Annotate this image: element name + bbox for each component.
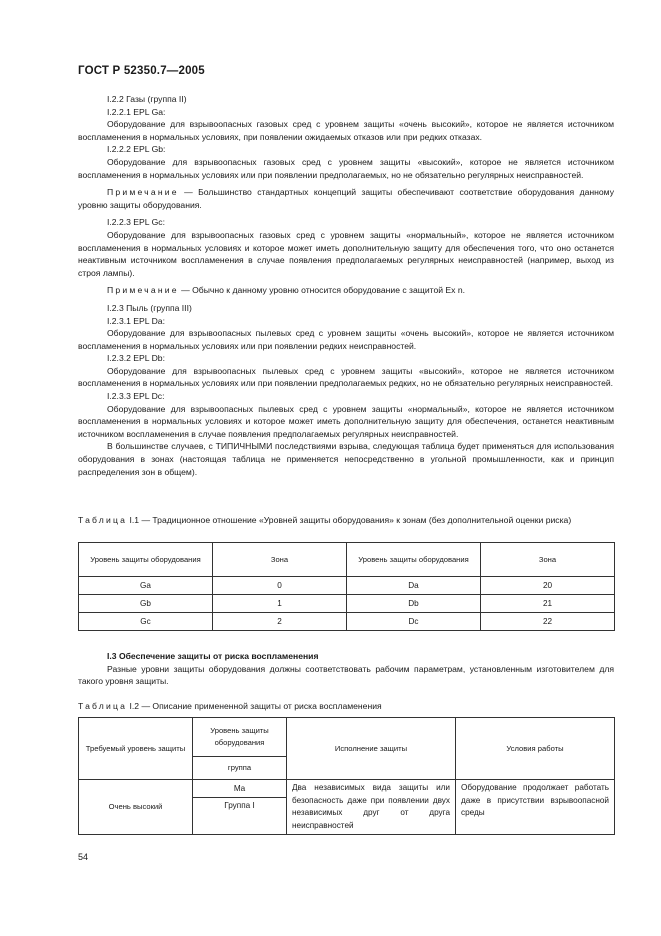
section-1-3-text: Разные уровни защиты оборудования должны соответствовать рабочим параметрам, установленным изготовителем для такого уровня защиты. bbox=[78, 663, 614, 687]
table2-cell-group: Группа I bbox=[193, 798, 287, 835]
table2-header-conditions: Условия работы bbox=[456, 718, 615, 780]
table2-header-group: группа bbox=[193, 757, 287, 780]
table2-cell-conditions: Оборудование продолжает работать даже в присутствии взрывоопасной среды bbox=[456, 780, 615, 835]
subsection-dc: I.2.3.3 EPL Dc: bbox=[107, 391, 165, 402]
table-row bbox=[79, 613, 615, 631]
table1-caption-text: I.1 — Традиционное отношение «Уровней защиты оборудования» к зонам (без дополнительной оценки риска) bbox=[127, 515, 572, 525]
paragraph-gb: Оборудование для взрывоопасных газовых сред с уровнем защиты «высокий», которое не является источником воспламенения в нормальных условиях или при появлении предполагаемых, но не обязательно регулярных неисправностей. bbox=[78, 156, 614, 180]
subsection-db: I.2.3.2 EPL Db: bbox=[107, 353, 165, 364]
table-cell: Dc bbox=[347, 613, 481, 631]
table1-header-zone-2: Зона bbox=[481, 543, 615, 577]
section-1-3-heading: I.3 Обеспечение защиты от риска воспламенения bbox=[107, 651, 319, 661]
table2-caption-text: I.2 — Описание примененной защиты от риска воспламенения bbox=[127, 701, 382, 711]
table2-caption bbox=[78, 700, 614, 713]
section-heading-dust: I.2.3 Пыль (группа III) bbox=[107, 302, 192, 313]
table2-caption-label: Таблица bbox=[78, 701, 128, 711]
table-cell: Ga bbox=[79, 577, 213, 595]
table2-cell-execution: Два независимых вида защиты или безопасность даже при появлении двух независимых друг от друга неисправностей bbox=[287, 780, 456, 835]
table-row bbox=[79, 595, 615, 613]
table-row bbox=[79, 577, 615, 595]
subsection-da: I.2.3.1 EPL Da: bbox=[107, 315, 165, 326]
page-number: 54 bbox=[78, 852, 89, 862]
table-cell: 21 bbox=[481, 595, 615, 613]
table1-header-zone-1: Зона bbox=[213, 543, 347, 577]
table1-caption bbox=[78, 514, 614, 527]
table1-caption-label: Таблица bbox=[78, 515, 128, 525]
subsection-ga: I.2.2.1 EPL Ga: bbox=[107, 106, 166, 117]
table1-header-epl-2: Уровень защиты оборудования bbox=[347, 543, 481, 577]
paragraph-da: Оборудование для взрывоопасных пылевых сред с уровнем защиты «очень высокий», которое не является источником воспламенения в нормальных условиях или при появлении редких неисправностей. bbox=[78, 328, 614, 351]
table-cell: Gb bbox=[79, 595, 213, 613]
paragraph-db: Оборудование для взрывоопасных пылевых сред с уровнем защиты «высокий», которое не является источником воспламенения в нормальных условиях или при появлении предполагаемых редких, но не обязательно регулярных неисправностей. bbox=[78, 365, 614, 389]
paragraph-dc: Оборудование для взрывоопасных пылевых сред с уровнем защиты «нормальный», которое не является источником воспламенения в нормальных условиях и которое может иметь дополнительную защиту для обеспечения, останется неактивным источником воспламенения в случае появления предполагаемых регулярных неисправностей. bbox=[78, 403, 614, 439]
table2-cell-equipment-level: Ma bbox=[193, 780, 287, 798]
table2-header-required-level: Требуемый уровень защиты bbox=[79, 718, 193, 780]
table1-header-epl-1: Уровень защиты оборудования bbox=[79, 543, 213, 577]
note-1 bbox=[78, 186, 614, 211]
table2-header-execution: Исполнение защиты bbox=[287, 718, 456, 780]
table-row bbox=[79, 780, 615, 798]
table-cell: 1 bbox=[213, 595, 347, 613]
note-2-label: Примечание bbox=[107, 285, 179, 296]
paragraph-ga: Оборудование для взрывоопасных газовых сред с уровнем защиты «очень высокий», которое не является источником воспламенения в нормальных условиях, при появлении ожидаемых отказов или при редких отказах. bbox=[78, 119, 614, 142]
subsection-gb: I.2.2.2 EPL Gb: bbox=[107, 144, 166, 155]
table-cell: 2 bbox=[213, 613, 347, 631]
zones-table bbox=[78, 542, 615, 631]
table-cell: Gc bbox=[79, 613, 213, 631]
note-2 bbox=[78, 284, 614, 297]
table-cell: 22 bbox=[481, 613, 615, 631]
table2-header-equipment-level: Уровень защиты оборудования bbox=[193, 718, 287, 757]
main-text bbox=[78, 93, 614, 478]
note-1-label: Примечание bbox=[107, 187, 179, 198]
paragraph-gc: Оборудование для взрывоопасных газовых сред с уровнем защиты «нормальный», которое не является источником воспламенения в нормальных условиях и которое может иметь дополнительную защиту для обеспечения того, что оно останется неактивным источником воспламенения в случае появления предполагаемых регулярных неисправностей (например, выход из строя лампы). bbox=[78, 229, 614, 278]
table-cell: 20 bbox=[481, 577, 615, 595]
section-1-3 bbox=[78, 650, 614, 688]
section-heading-gases: I.2.2 Газы (группа II) bbox=[107, 94, 187, 104]
note-2-text: — Обычно к данному уровню относится оборудование с защитой Ex n. bbox=[178, 285, 466, 296]
document-header: ГОСТ Р 52350.7—2005 bbox=[78, 65, 205, 77]
table-cell: 0 bbox=[213, 577, 347, 595]
subsection-gc: I.2.2.3 EPL Gc: bbox=[107, 217, 165, 228]
protection-table bbox=[78, 717, 615, 835]
table-cell: Db bbox=[347, 595, 481, 613]
table2-cell-required-level: Очень высокий bbox=[79, 780, 193, 835]
note-1-text: — Большинство стандартных концепций защиты обеспечивают соответствие оборудования данному уровню защиты оборудования. bbox=[78, 187, 614, 210]
table-cell: Da bbox=[347, 577, 481, 595]
paragraph-typical: В большинстве случаев, с ТИПИЧНЫМИ последствиями взрыва, следующая таблица будет применяться для использования оборудования в зонах (настоящая таблица не применяется непосредственно в угольной промышленности, как и принцип распределения зон в общем). bbox=[78, 441, 614, 477]
